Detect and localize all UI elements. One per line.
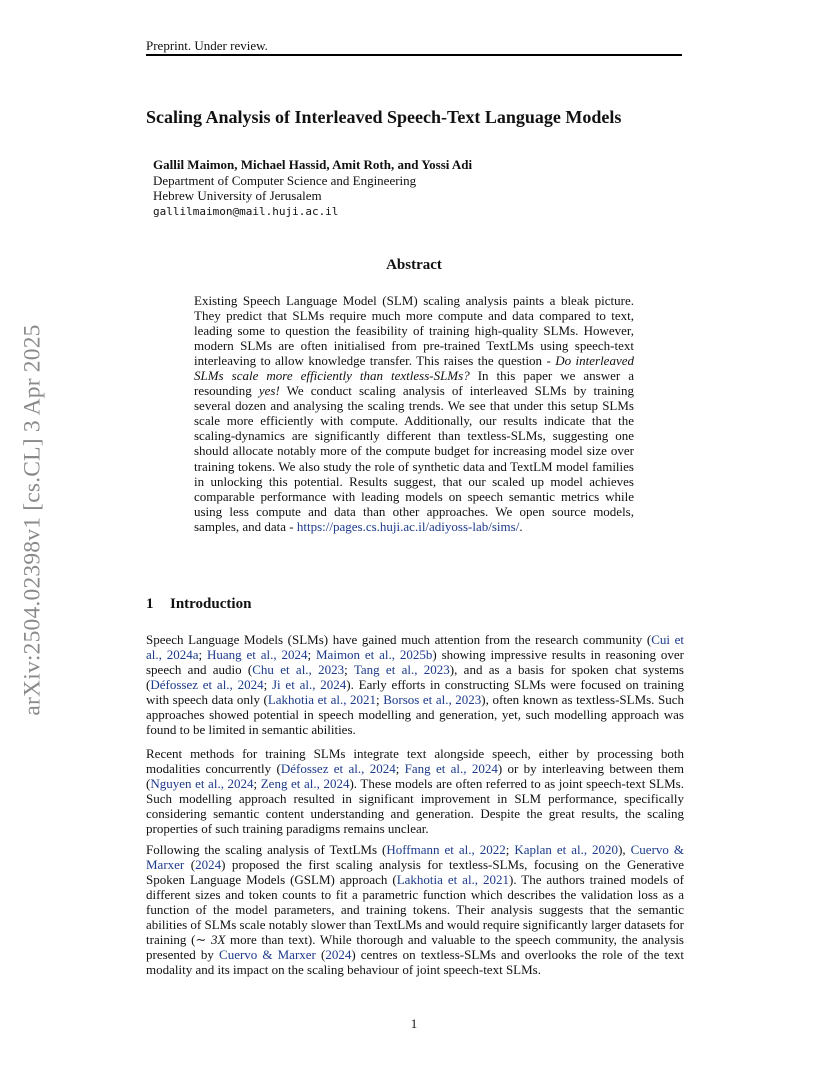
citation-link[interactable]: Lakhotia et al., 2021 [396, 872, 509, 888]
section-title: Introduction [170, 596, 252, 612]
paragraph-text: ) showing impressive results in reasoning over speech and audio ( [146, 647, 684, 678]
section-number: 1 [146, 596, 154, 612]
paragraph-text: ) or by interleaving between them ( [146, 761, 684, 792]
intro-paragraph-2 [146, 746, 684, 836]
paragraph-text: ), often known as textless-SLMs. Such approaches showed potential in speech modelling and generation, yet, such modelling approach was found to be limited in semantic abilities. [146, 692, 684, 738]
paragraph-text: ; [376, 692, 384, 708]
section-heading-introduction [146, 596, 251, 613]
paragraph-text: more than text). While thorough and valuable to the speech community, the analysis presented by [146, 932, 684, 963]
paragraph-text: ( [184, 857, 196, 873]
paragraph-text: ; [395, 761, 405, 777]
paragraph-text: ), and as a basis for spoken chat systems ( [146, 662, 684, 693]
paragraph-text: ) proposed the first scaling analysis for textless-SLMs, focusing on the Generative Spoken Language Models (GSLM) approach ( [146, 857, 684, 888]
abstract-text-3: We conduct scaling analysis of interleaved SLMs by training several dozen and analysing the scaling trends. We see that under this setup SLMs scale more efficiently with compute. Additionally, our results indicate that the scaling-dynamics are significantly different than textless-SLMs, suggesting one should allocate notably more of the compute budget for increasing model size over training tokens. We also study the role of synthetic data and TextLM model families in unlocking this potential. Results suggest, that our scaled up model achieves comparable performance with leading models on speech semantic metrics while using less compute and data than other approaches. We open source models, samples, and data - [194, 383, 634, 534]
emphasis-text: 3X [210, 932, 226, 948]
citation-link[interactable]: Cuervo & Marxer [146, 842, 684, 873]
abstract-text-1: Existing Speech Language Model (SLM) scaling analysis paints a bleak picture. They predict that SLMs require much more compute and data compared to text, leading some to question the feasibility of training high-quality SLMs. However, modern SLMs are often initialised from pre-trained TextLMs using speech-text interleaving to allow knowledge transfer. This raises the question - [194, 293, 634, 369]
citation-link[interactable]: 2024 [195, 857, 222, 873]
author-email[interactable]: gallilmaimon@mail.huji.ac.il [153, 204, 339, 218]
citation-link[interactable]: 2024 [325, 947, 352, 963]
paragraph-text: ; [344, 662, 354, 678]
arxiv-sidebar [8, 290, 58, 750]
header-text: Preprint. Under review. [146, 38, 268, 53]
paragraph-text: ; [253, 776, 261, 792]
citation-link[interactable]: Kaplan et al., 2020 [514, 842, 619, 857]
citation-link[interactable]: Hoffmann et al., 2022 [386, 842, 506, 857]
author-department: Department of Computer Science and Engineering [153, 172, 417, 188]
paragraph-text: ). The authors trained models of different sizes and token counts to fit a parametric function which describes the validation loss as a function of the model parameters, and training tokens. Their analysis suggests that the semantic abilities of SLMs scale notably slower than TextLMs and would require significantly larger datasets for training (∼ [146, 872, 684, 948]
author-block [153, 157, 653, 219]
citation-link[interactable]: Défossez et al., 2024 [150, 677, 264, 693]
intro-paragraph-3 [146, 842, 684, 977]
page-header [146, 38, 682, 56]
paragraph-text: ; [505, 842, 515, 857]
paragraph-text: ). Early efforts in constructing SLMs were focused on training with speech data only ( [146, 677, 684, 708]
paragraph-text: ), [618, 842, 631, 857]
paragraph-text: ) centres on textless-SLMs and overlooks the role of the text modality and its impact on the scaling behaviour of joint speech-text SLMs. [146, 947, 684, 978]
abstract-body [194, 293, 634, 534]
abstract-question: Do interleaved SLMs scale more efficiently than textless-SLMs? [194, 353, 634, 384]
arxiv-identifier: arXiv:2504.02398v1 [cs.CL] 3 Apr 2025 [19, 324, 46, 716]
citation-link[interactable]: Nguyen et al., 2024 [150, 776, 254, 792]
citation-link[interactable]: Tang et al., 2023 [353, 662, 450, 678]
paragraph-text: Recent methods for training SLMs integrate text alongside speech, either by processing both modalities concurrently ( [146, 746, 684, 777]
citation-link[interactable]: Ji et al., 2024 [271, 677, 347, 693]
paragraph-text: Following the scaling analysis of TextLMs ( [146, 842, 387, 857]
paragraph-text: Speech Language Models (SLMs) have gained much attention from the research community ( [146, 632, 652, 647]
page-number: 1 [410, 1016, 418, 1031]
paragraph-text: ). These models are often referred to as joint speech-text SLMs. Such modelling approach resulted in significant improvement in SLM performance, specifically considering semantic content understanding and generation. Despite the great results, the scaling properties of such training paradigms remains unclear. [146, 776, 684, 837]
citation-link[interactable]: Maimon et al., 2025b [316, 647, 433, 663]
citation-link[interactable]: Lakhotia et al., 2021 [267, 692, 377, 708]
paragraph-text: ; [307, 647, 316, 663]
abstract-text-2: In this paper we answer a resounding [194, 368, 634, 399]
paragraph-text: ( [315, 947, 326, 963]
header-rule [146, 54, 682, 56]
paragraph-text: ; [263, 677, 272, 693]
citation-link[interactable]: Chu et al., 2023 [252, 662, 345, 678]
citation-link[interactable]: Huang et al., 2024 [207, 647, 308, 663]
abstract-heading: Abstract [386, 257, 442, 273]
paragraph-text: ; [198, 647, 207, 663]
abstract-yes: yes! [258, 383, 280, 399]
citation-link[interactable]: Borsos et al., 2023 [383, 692, 482, 708]
citation-link[interactable]: Fang et al., 2024 [404, 761, 498, 777]
intro-paragraph-1 [146, 632, 684, 737]
author-university: Hebrew University of Jerusalem [153, 188, 322, 203]
citation-link[interactable]: Zeng et al., 2024 [260, 776, 350, 792]
paper-title: Scaling Analysis of Interleaved Speech-Text Language Models [146, 107, 622, 127]
citation-link[interactable]: Défossez et al., 2024 [280, 761, 396, 777]
author-names: Gallil Maimon, Michael Hassid, Amit Roth, and Yossi Adi [153, 157, 473, 172]
abstract-text-4: . [519, 518, 523, 534]
project-link[interactable]: https://pages.cs.huji.ac.il/adiyoss-lab/sims/ [296, 518, 520, 534]
citation-link[interactable]: Cui et al., 2024a [146, 632, 685, 663]
citation-link[interactable]: Cuervo & Marxer [219, 947, 316, 963]
